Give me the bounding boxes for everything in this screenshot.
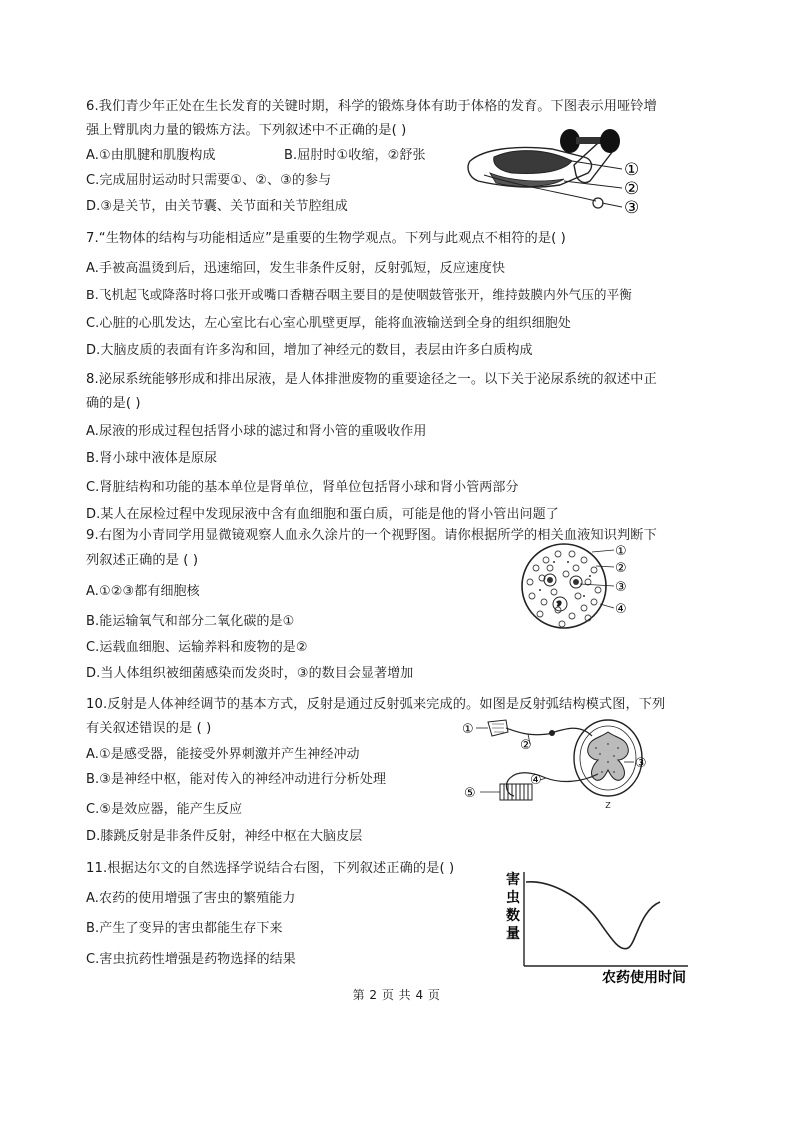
arm-label-1: ①	[624, 160, 640, 180]
q11-option-a: A.农药的使用增强了害虫的繁殖能力	[86, 891, 296, 906]
y-axis-char-2: 虫	[506, 890, 520, 906]
q8-option-b: B.肾小球中液体是原尿	[86, 451, 218, 466]
q10-stem-line-2: 有关叙述错误的是 ( )	[86, 721, 212, 736]
y-axis-char-3: 数	[506, 908, 520, 924]
y-axis-char-4: 量	[506, 926, 520, 942]
q8-stem-line-2: 确的是( )	[86, 396, 141, 411]
q6-option-b: B.屈肘时①收缩，②舒张	[284, 148, 426, 163]
q6-option-d: D.③是关节，由关节囊、关节面和关节腔组成	[86, 199, 348, 214]
reflex-label-5: ⑤	[464, 786, 476, 801]
q9-option-a: A.①②③都有细胞核	[86, 584, 200, 599]
q10-option-a: A.①是感受器，能接受外界刺激并产生神经冲动	[86, 747, 360, 762]
q9-stem-line-1: 9.右图为小青同学用显微镜观察人血永久涂片的一个视野图。请你根据所学的相关血液知识判断下	[86, 528, 657, 543]
q11-option-b: B.产生了变异的害虫都能生存下来	[86, 921, 283, 936]
q11-option-c: C.害虫抗药性增强是药物选择的结果	[86, 952, 296, 967]
q10-option-c: C.⑤是效应器，能产生反应	[86, 802, 243, 817]
q10-option-b: B.③是神经中枢，能对传入的神经冲动进行分析处理	[86, 772, 387, 787]
reflex-arc-figure	[462, 714, 664, 810]
spinal-mark: Z	[605, 801, 611, 810]
blood-smear-figure	[514, 538, 634, 632]
q6-option-a: A.①由肌腱和肌腹构成	[86, 148, 216, 163]
reflex-label-4: ④	[530, 773, 542, 788]
reflex-label-2: ②	[520, 738, 532, 753]
q9-option-c: C.运载血细胞、运输养料和废物的是②	[86, 640, 308, 655]
q9-option-d: D.当人体组织被细菌感染而发炎时，③的数目会显著增加	[86, 666, 414, 681]
pest-population-figure	[502, 868, 698, 986]
q8-option-d: D.某人在尿检过程中发现尿液中含有血细胞和蛋白质，可能是他的肾小管出问题了	[86, 507, 559, 522]
q10-stem-line-1: 10.反射是人体神经调节的基本方式，反射是通过反射弧来完成的。如图是反射弧结构模式图，下列	[86, 697, 666, 712]
x-axis-label: 农药使用时间	[602, 970, 686, 986]
y-axis-char-1: 害	[506, 872, 520, 888]
q9-stem-line-2: 列叙述正确的是 ( )	[86, 553, 199, 568]
q6-stem-line-1: 6.我们青少年正处在生长发育的关键时期，科学的锻炼身体有助于体格的发育。下图表示用哑铃增	[86, 99, 657, 114]
blood-label-4: ④	[615, 602, 627, 617]
reflex-label-3: ③	[635, 756, 647, 771]
blood-label-1: ①	[615, 544, 627, 559]
q10-option-d: D.膝跳反射是非条件反射，神经中枢在大脑皮层	[86, 829, 363, 844]
q6-options-ab	[86, 147, 426, 165]
q7-stem: 7.“生物体的结构与功能相适应”是重要的生物学观点。下列与此观点不相符的是( )	[86, 231, 566, 246]
q8-option-c: C.肾脏结构和功能的基本单位是肾单位，肾单位包括肾小球和肾小管两部分	[86, 480, 519, 495]
q11-stem: 11.根据达尔文的自然选择学说结合右图，下列叙述正确的是( )	[86, 861, 455, 876]
blood-label-2: ②	[615, 561, 627, 576]
q6-option-c: C.完成屈肘运动时只需要①、②、③的参与	[86, 173, 332, 188]
reflex-label-1: ①	[462, 722, 474, 737]
q8-stem-line-1: 8.泌尿系统能够形成和排出尿液，是人体排泄废物的重要途径之一。以下关于泌尿系统的叙述中正	[86, 372, 657, 387]
q9-option-b: B.能运输氧气和部分二氧化碳的是①	[86, 614, 295, 629]
arm-label-3: ③	[624, 198, 640, 218]
blood-label-3: ③	[615, 580, 627, 595]
q8-option-a: A.尿液的形成过程包括肾小球的滤过和肾小管的重吸收作用	[86, 424, 427, 439]
arm-label-2: ②	[624, 179, 640, 199]
arm-dumbbell-figure	[464, 127, 660, 219]
y-axis-label	[506, 871, 525, 942]
q7-option-c: C.心脏的心肌发达，左心室比右心室心肌壁更厚，能将血液输送到全身的组织细胞处	[86, 316, 572, 331]
q6-stem-line-2: 强上臂肌肉力量的锻炼方法。下列叙述中不正确的是( )	[86, 123, 407, 138]
q7-option-d: D.大脑皮质的表面有许多沟和回，增加了神经元的数目，表层由许多白质构成	[86, 343, 533, 358]
q7-option-b: B.飞机起飞或降落时将口张开或嘴口香糖吞咽主要目的是使咽鼓管张开，维持鼓膜内外气压的平衡	[86, 287, 632, 302]
q7-option-a: A.手被高温烫到后，迅速缩回，发生非条件反射，反射弧短，反应速度快	[86, 261, 506, 276]
page-footer: 第 2 页 共 4 页	[352, 988, 441, 1002]
